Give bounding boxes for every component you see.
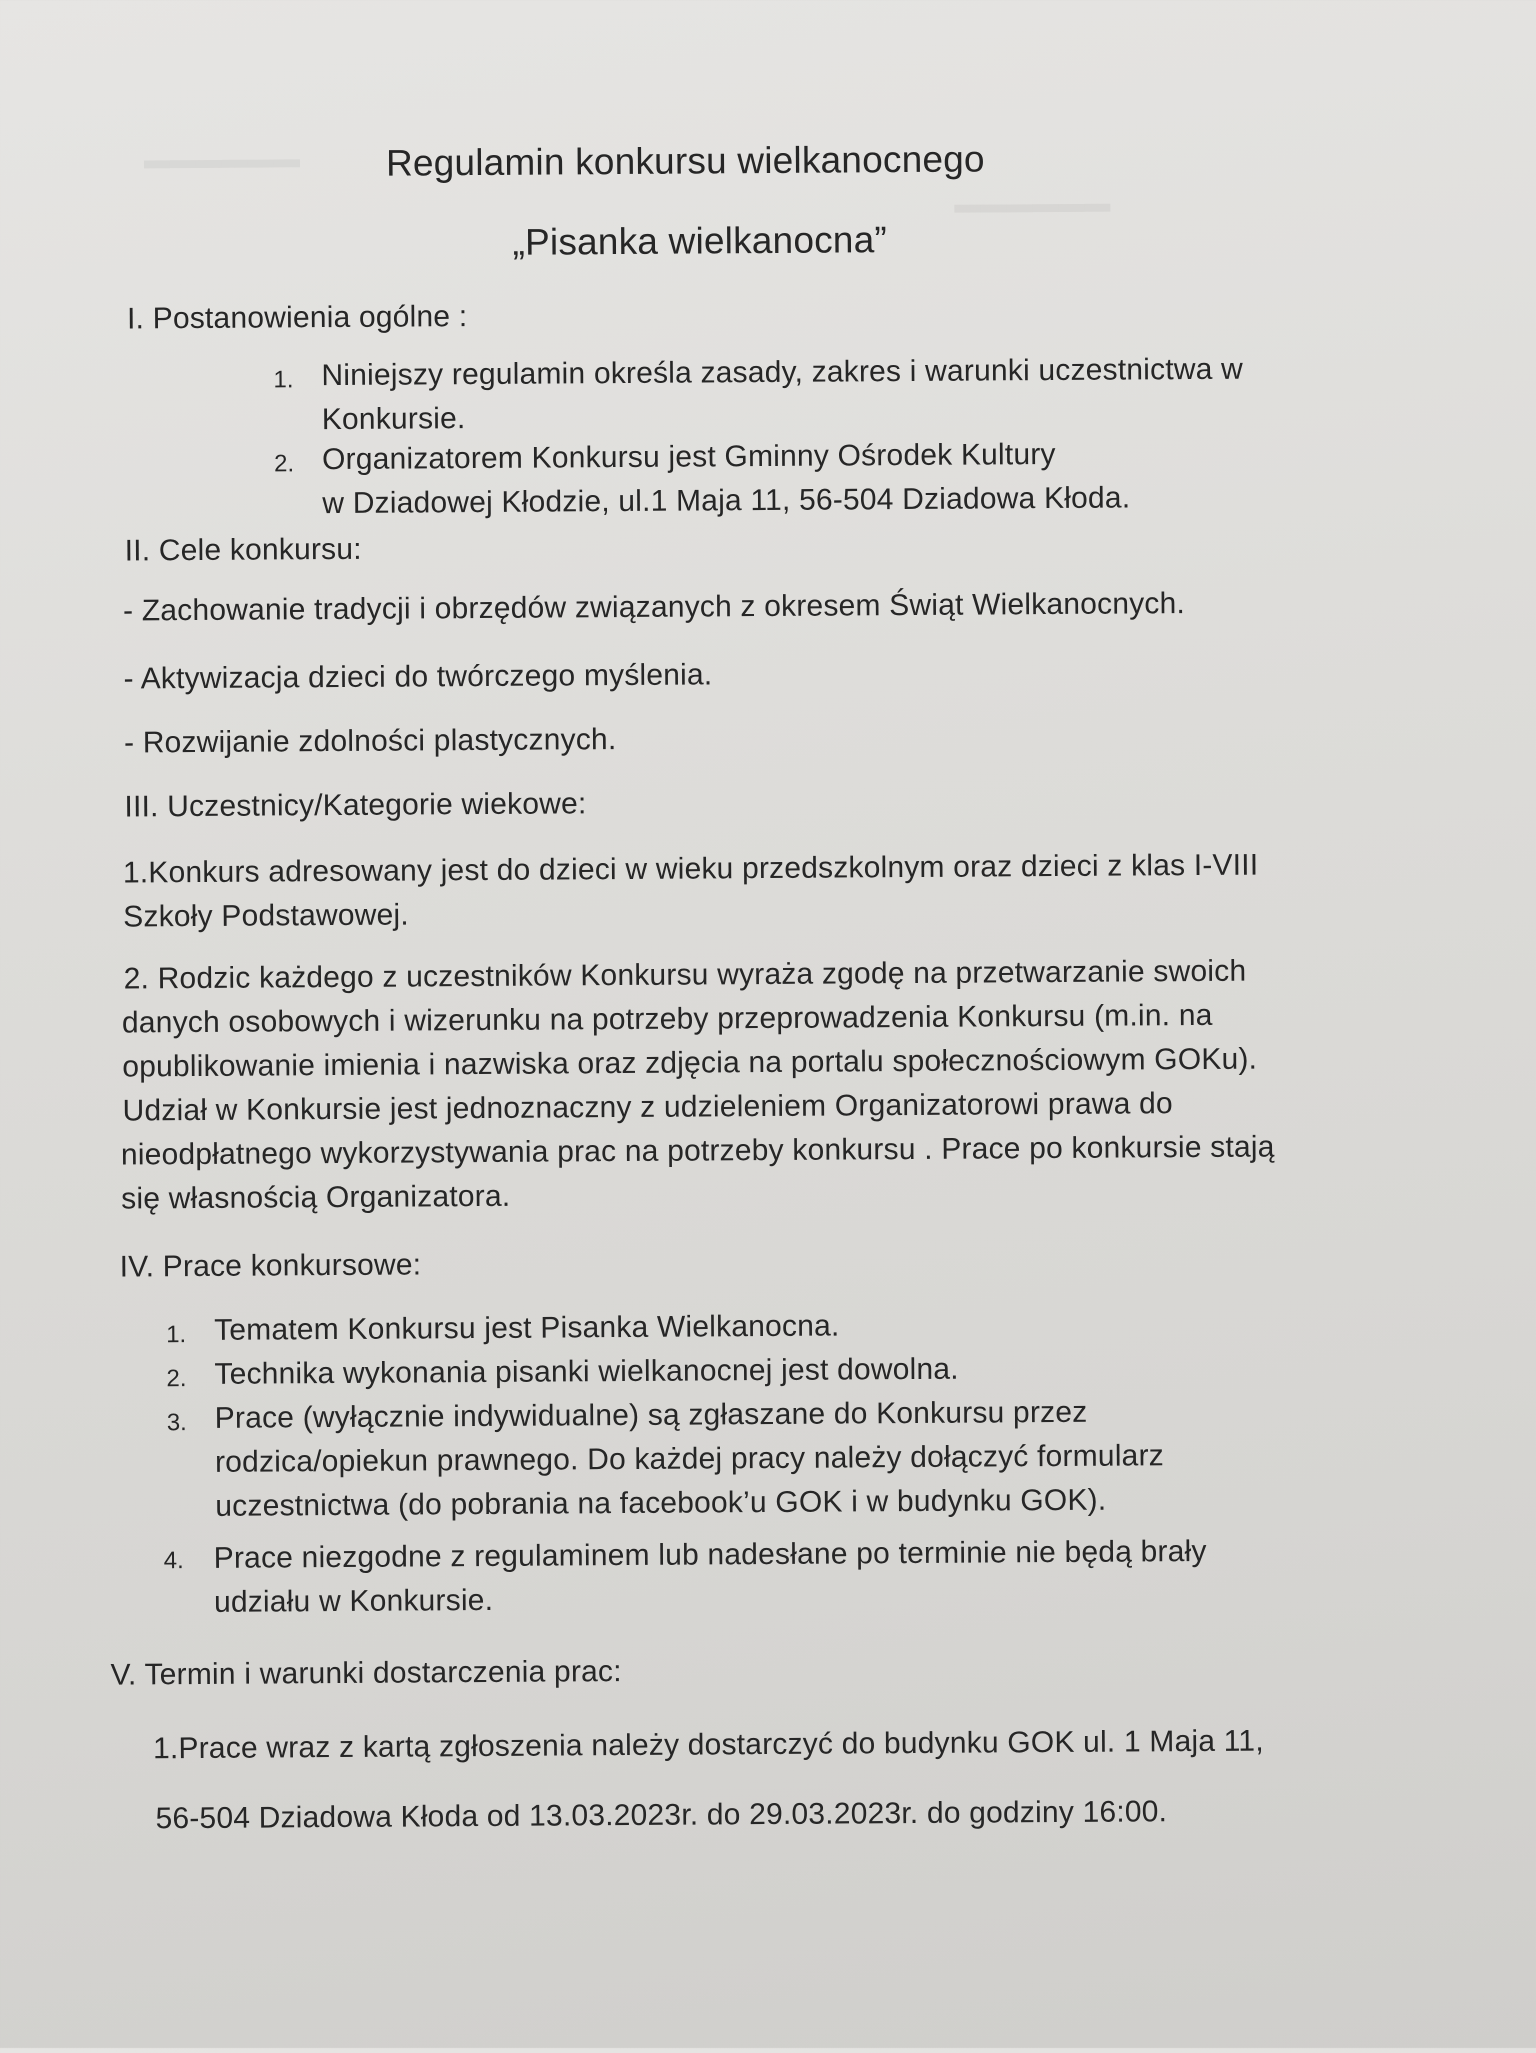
list-number: 1.: [166, 1321, 187, 1349]
paragraph-line: 1.Konkurs adresowany jest do dzieci w wieku przedszkolnym oraz dzieci z klas I-VIII: [122, 848, 1259, 890]
show-through-text: ▬▬▬▬▬▬: [954, 187, 1111, 219]
list-item-text: Konkursie.: [321, 402, 466, 437]
list-number: 4.: [163, 1547, 184, 1575]
paragraph-line: opublikowanie imienia i nazwiska oraz zdjęcia na portalu społecznościowym GOKu).: [122, 1042, 1258, 1084]
list-item-text: Tematem Konkursu jest Pisanka Wielkanocna.: [214, 1309, 840, 1347]
list-number: 1.: [273, 366, 294, 394]
goal-item: - Zachowanie tradycji i obrzędów związanych z okresem Świąt Wielkanocnych.: [122, 587, 1186, 628]
document-subtitle: „Pisanka wielkanocna”: [512, 219, 888, 263]
list-item-text: Niniejszy regulamin określa zasady, zakres i warunki uczestnictwa w: [321, 352, 1244, 393]
goal-item: - Rozwijanie zdolności plastycznych.: [123, 723, 617, 760]
goal-item: - Aktywizacja dzieci do twórczego myślenia.: [123, 658, 713, 696]
list-item-text: uczestnictwa (do pobrania na facebook’u GOK i w budynku GOK).: [215, 1483, 1107, 1523]
show-through-text: ▬▬▬▬▬▬: [143, 143, 301, 175]
list-number: 3.: [166, 1409, 187, 1437]
list-item-text: w Dziadowej Kłodzie, ul.1 Maja 11, 56-504 Dziadowa Kłoda.: [322, 481, 1131, 521]
paragraph-line: Udział w Konkursie jest jednoznaczny z udzieleniem Organizatorowi prawa do: [122, 1087, 1173, 1128]
list-number: 2.: [273, 450, 295, 478]
list-item-text: Prace niezgodne z regulaminem lub nadesłane po terminie nie będą brały: [213, 1534, 1207, 1575]
paragraph-line: danych osobowych i wizerunku na potrzeby przeprowadzenia Konkursu (m.in. na: [121, 998, 1213, 1040]
section-heading-participants: III. Uczestnicy/Kategorie wiekowe:: [124, 787, 587, 824]
paragraph-line: się własnością Organizatora.: [121, 1179, 511, 1216]
section-heading-general: I. Postanowienia ogólne :: [126, 300, 468, 336]
document-title: Regulamin konkursu wielkanocnego: [385, 138, 985, 184]
paragraph-line: 56-504 Dziadowa Kłoda od 13.03.2023r. do 29.03.2023r. do godziny 16:00.: [155, 1795, 1168, 1836]
section-heading-goals: II. Cele konkursu:: [124, 532, 362, 568]
list-number: 2.: [166, 1365, 187, 1393]
list-item-text: Organizatorem Konkursu jest Gminny Ośrodek Kultury: [321, 437, 1056, 477]
list-item-text: rodzica/opiekun prawnego. Do każdej pracy należy dołączyć formularz: [214, 1439, 1165, 1479]
section-heading-delivery: V. Termin i warunki dostarczenia prac:: [110, 1655, 622, 1692]
list-item-text: Technika wykonania pisanki wielkanocnej jest dowolna.: [214, 1352, 959, 1391]
paragraph-line: Szkoły Podstawowej.: [123, 898, 409, 934]
paragraph-line: nieodpłatnego wykorzystywania prac na potrzeby konkursu . Prace po konkursie stają: [120, 1130, 1275, 1172]
list-item-text: Prace (wyłącznie indywidualne) są zgłaszane do Konkursu przez: [214, 1395, 1088, 1435]
section-heading-works: IV. Prace konkursowe:: [119, 1248, 422, 1284]
list-item-text: udziału w Konkursie.: [213, 1583, 494, 1619]
paragraph-line: 1.Prace wraz z kartą zgłoszenia należy dostarczyć do budynku GOK ul. 1 Maja 11,: [152, 1724, 1264, 1766]
paragraph-line: 2. Rodzic każdego z uczestników Konkursu wyraża zgodę na przetwarzanie swoich: [123, 954, 1247, 996]
